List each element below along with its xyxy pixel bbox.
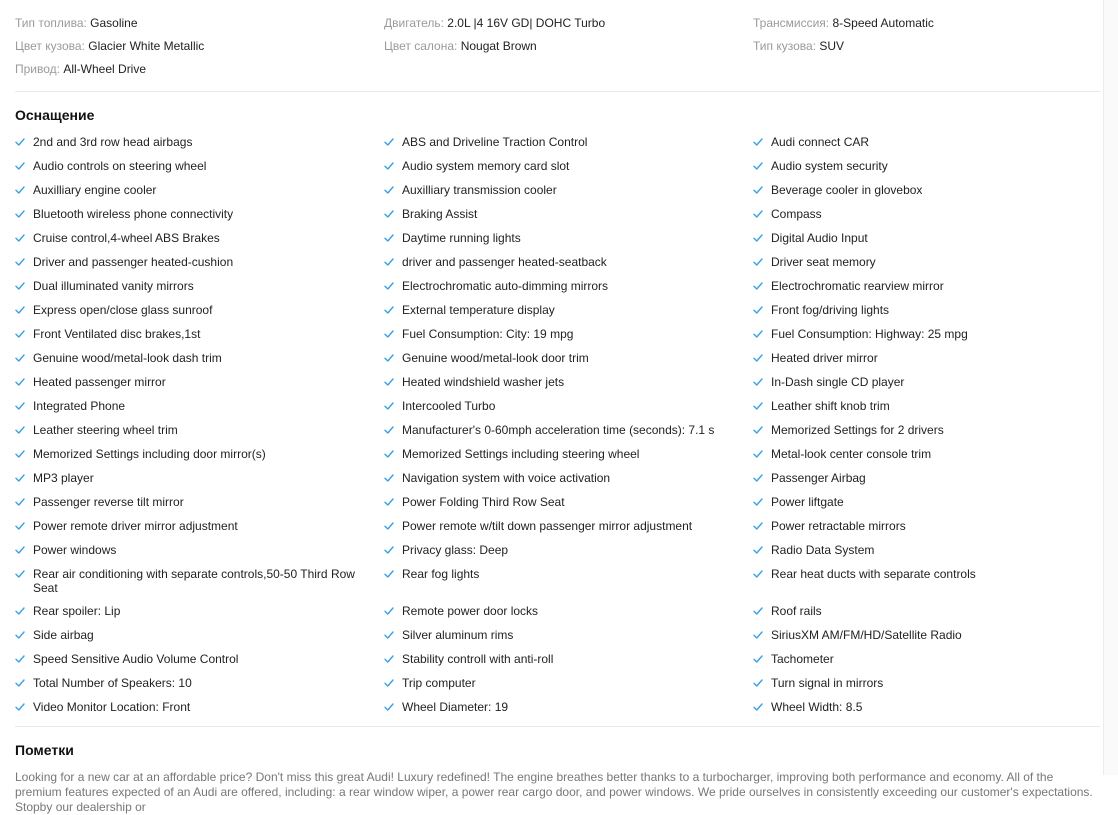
feature-item	[753, 467, 1100, 491]
feature-item	[15, 251, 384, 275]
feature-label: Express open/close glass sunroof	[33, 303, 213, 317]
feature-item	[753, 648, 1100, 672]
feature-label: Driver and passenger heated-cushion	[33, 255, 234, 269]
feature-item	[753, 323, 1100, 347]
divider	[15, 726, 1100, 727]
check-icon	[384, 399, 402, 414]
check-icon	[753, 567, 771, 582]
feature-label: Wheel Diameter: 19	[402, 700, 509, 714]
spec-value: SUV	[819, 39, 845, 53]
feature-item	[15, 203, 384, 227]
feature-item	[15, 539, 384, 563]
spec-item	[15, 58, 384, 81]
check-icon	[753, 543, 771, 558]
check-icon	[753, 423, 771, 438]
feature-item	[15, 600, 384, 624]
feature-item	[15, 563, 384, 600]
check-icon	[753, 676, 771, 691]
feature-label: Braking Assist	[402, 207, 478, 221]
feature-item	[384, 467, 753, 491]
check-icon	[753, 207, 771, 222]
check-icon	[753, 303, 771, 318]
notes-text: Looking for a new car at an affordable price? Don't miss this great Audi! Luxury redefined! The engine breathes better thanks to a turbocharger, improving both performance and economy. All of the premium features expected of an Audi are offered, including: a rear window wiper, a power rear cargo door, and power windows. We pride ourselves in consistently exceeding our customer's expectations. Stopby our dealership or	[15, 770, 1093, 814]
feature-label: Fuel Consumption: Highway: 25 mpg	[771, 327, 968, 341]
feature-label: driver and passenger heated-seatback	[402, 255, 607, 269]
feature-label: Auxilliary transmission cooler	[402, 183, 557, 197]
spec-grid	[15, 0, 1100, 81]
feature-label: Tachometer	[771, 652, 834, 666]
check-icon	[753, 255, 771, 270]
feature-label: External temperature display	[402, 303, 555, 317]
check-icon	[384, 652, 402, 667]
feature-item	[753, 696, 1100, 720]
check-icon	[753, 471, 771, 486]
feature-item	[753, 563, 1100, 600]
check-icon	[384, 628, 402, 643]
feature-label: Genuine wood/metal-look door trim	[402, 351, 589, 365]
feature-label: Driver seat memory	[771, 255, 876, 269]
feature-item	[753, 600, 1100, 624]
feature-label: Navigation system with voice activation	[402, 471, 611, 485]
check-icon	[753, 183, 771, 198]
feature-label: Genuine wood/metal-look dash trim	[33, 351, 222, 365]
feature-label: Trip computer	[402, 676, 476, 690]
feature-label: Total Number of Speakers: 10	[33, 676, 192, 690]
feature-item	[15, 491, 384, 515]
check-icon	[753, 351, 771, 366]
feature-label: Wheel Width: 8.5	[771, 700, 863, 714]
check-icon	[384, 567, 402, 582]
feature-item	[15, 648, 384, 672]
check-icon	[384, 543, 402, 558]
feature-item	[384, 419, 753, 443]
feature-item	[753, 443, 1100, 467]
check-icon	[384, 183, 402, 198]
feature-label: In-Dash single CD player	[771, 375, 905, 389]
feature-label: Audio system memory card slot	[402, 159, 570, 173]
check-icon	[753, 700, 771, 715]
feature-item	[753, 275, 1100, 299]
spec-item	[384, 35, 753, 58]
feature-item	[384, 443, 753, 467]
check-icon	[15, 652, 33, 667]
feature-label: Video Monitor Location: Front	[33, 700, 191, 714]
feature-item	[753, 155, 1100, 179]
feature-label: 2nd and 3rd row head airbags	[33, 135, 193, 149]
feature-label: Audio system security	[771, 159, 888, 173]
feature-label: Remote power door locks	[402, 604, 539, 618]
check-icon	[384, 495, 402, 510]
feature-item	[15, 227, 384, 251]
feature-label: Heated driver mirror	[771, 351, 878, 365]
feature-label: Radio Data System	[771, 543, 875, 557]
feature-label: Front Ventilated disc brakes,1st	[33, 327, 201, 341]
check-icon	[15, 604, 33, 619]
notes-title: Пометки	[15, 742, 74, 758]
feature-item	[753, 371, 1100, 395]
feature-label: Metal-look center console trim	[771, 447, 932, 461]
check-icon	[15, 676, 33, 691]
spec-value: Nougat Brown	[460, 39, 537, 53]
check-icon	[753, 135, 771, 150]
spec-item	[384, 12, 753, 35]
check-icon	[384, 159, 402, 174]
feature-item	[753, 672, 1100, 696]
feature-label: Cruise control,4-wheel ABS Brakes	[33, 231, 220, 245]
feature-item	[15, 299, 384, 323]
feature-label: Power remote driver mirror adjustment	[33, 519, 238, 533]
spec-label: Цвет кузова:	[15, 39, 85, 53]
check-icon	[384, 519, 402, 534]
check-icon	[15, 183, 33, 198]
feature-item	[384, 563, 753, 600]
feature-label: Power Folding Third Row Seat	[402, 495, 565, 509]
check-icon	[753, 495, 771, 510]
feature-item	[753, 624, 1100, 648]
check-icon	[15, 159, 33, 174]
check-icon	[384, 423, 402, 438]
check-icon	[753, 519, 771, 534]
check-icon	[384, 447, 402, 462]
check-icon	[753, 231, 771, 246]
check-icon	[753, 159, 771, 174]
feature-label: Electrochromatic auto-dimming mirrors	[402, 279, 609, 293]
check-icon	[15, 628, 33, 643]
feature-item	[15, 672, 384, 696]
feature-label: Dual illuminated vanity mirrors	[33, 279, 194, 293]
check-icon	[753, 327, 771, 342]
feature-item	[384, 251, 753, 275]
feature-item	[15, 443, 384, 467]
feature-item	[15, 275, 384, 299]
check-icon	[384, 303, 402, 318]
divider	[15, 91, 1100, 92]
feature-item	[384, 395, 753, 419]
spec-label: Двигатель:	[384, 16, 444, 30]
spec-item	[15, 12, 384, 35]
vehicle-details	[15, 0, 1100, 815]
check-icon	[15, 207, 33, 222]
feature-item	[384, 648, 753, 672]
feature-item	[753, 131, 1100, 155]
feature-label: Front fog/driving lights	[771, 303, 890, 317]
equipment-title: Оснащение	[15, 107, 95, 123]
feature-item	[15, 131, 384, 155]
feature-item	[384, 299, 753, 323]
feature-label: Roof rails	[771, 604, 822, 618]
feature-item	[753, 179, 1100, 203]
check-icon	[15, 303, 33, 318]
feature-label: Power liftgate	[771, 495, 844, 509]
feature-item	[15, 179, 384, 203]
spec-item	[15, 35, 384, 58]
feature-label: SiriusXM AM/FM/HD/Satellite Radio	[771, 628, 962, 642]
feature-label: Rear air conditioning with separate controls,50-50 Third Row Seat	[33, 567, 355, 595]
feature-label: Privacy glass: Deep	[402, 543, 509, 557]
feature-label: Power retractable mirrors	[771, 519, 906, 533]
spec-label: Тип кузова:	[753, 39, 817, 53]
scrollbar[interactable]	[1103, 0, 1118, 775]
feature-label: Rear spoiler: Lip	[33, 604, 121, 618]
feature-list	[15, 131, 1100, 720]
feature-label: Manufacturer's 0-60mph acceleration time (seconds): 7.1 s	[402, 423, 715, 437]
spec-label: Тип топлива:	[15, 16, 87, 30]
feature-label: Digital Audio Input	[771, 231, 868, 245]
feature-item	[384, 179, 753, 203]
check-icon	[753, 279, 771, 294]
feature-label: Turn signal in mirrors	[771, 676, 884, 690]
feature-item	[384, 227, 753, 251]
feature-label: Compass	[771, 207, 822, 221]
feature-label: Audi connect CAR	[771, 135, 870, 149]
check-icon	[753, 628, 771, 643]
check-icon	[15, 351, 33, 366]
feature-label: Fuel Consumption: City: 19 mpg	[402, 327, 574, 341]
check-icon	[384, 471, 402, 486]
feature-label: Passenger reverse tilt mirror	[33, 495, 184, 509]
spec-value: Glacier White Metallic	[88, 39, 205, 53]
feature-item	[15, 515, 384, 539]
check-icon	[15, 471, 33, 486]
feature-label: Memorized Settings for 2 drivers	[771, 423, 944, 437]
check-icon	[753, 652, 771, 667]
feature-item	[384, 347, 753, 371]
feature-label: Audio controls on steering wheel	[33, 159, 207, 173]
feature-label: ABS and Driveline Traction Control	[402, 135, 588, 149]
check-icon	[15, 375, 33, 390]
feature-label: Stability controll with anti-roll	[402, 652, 554, 666]
check-icon	[384, 375, 402, 390]
check-icon	[384, 207, 402, 222]
check-icon	[384, 700, 402, 715]
feature-item	[15, 395, 384, 419]
feature-item	[384, 696, 753, 720]
feature-item	[15, 467, 384, 491]
feature-label: Memorized Settings including steering wheel	[402, 447, 640, 461]
feature-item	[384, 672, 753, 696]
feature-label: Bluetooth wireless phone connectivity	[33, 207, 234, 221]
spec-label: Трансмиссия:	[753, 16, 830, 30]
check-icon	[15, 135, 33, 150]
feature-item	[384, 624, 753, 648]
feature-label: Beverage cooler in glovebox	[771, 183, 923, 197]
check-icon	[15, 543, 33, 558]
feature-item	[15, 323, 384, 347]
feature-label: Daytime running lights	[402, 231, 521, 245]
check-icon	[15, 327, 33, 342]
feature-label: Speed Sensitive Audio Volume Control	[33, 652, 239, 666]
spec-label: Цвет салона:	[384, 39, 458, 53]
check-icon	[15, 495, 33, 510]
feature-item	[384, 323, 753, 347]
feature-label: MP3 player	[33, 471, 94, 485]
check-icon	[753, 399, 771, 414]
feature-item	[753, 227, 1100, 251]
check-icon	[384, 604, 402, 619]
feature-item	[15, 696, 384, 720]
feature-label: Rear heat ducts with separate controls	[771, 567, 976, 581]
feature-item	[15, 347, 384, 371]
feature-item	[384, 203, 753, 227]
check-icon	[15, 255, 33, 270]
feature-item	[15, 419, 384, 443]
check-icon	[15, 399, 33, 414]
spec-item	[753, 35, 1100, 58]
check-icon	[15, 279, 33, 294]
spec-value: Gasoline	[90, 16, 138, 30]
feature-label: Power windows	[33, 543, 117, 557]
feature-item	[753, 491, 1100, 515]
feature-item	[753, 347, 1100, 371]
feature-item	[384, 371, 753, 395]
feature-label: Leather steering wheel trim	[33, 423, 178, 437]
check-icon	[384, 255, 402, 270]
feature-label: Memorized Settings including door mirror(s)	[33, 447, 266, 461]
feature-item	[753, 395, 1100, 419]
check-icon	[15, 567, 33, 582]
check-icon	[384, 676, 402, 691]
feature-item	[753, 539, 1100, 563]
spec-value: All-Wheel Drive	[63, 62, 147, 76]
feature-item	[753, 515, 1100, 539]
feature-item	[384, 491, 753, 515]
feature-label: Heated windshield washer jets	[402, 375, 565, 389]
check-icon	[753, 447, 771, 462]
feature-item	[384, 539, 753, 563]
feature-label: Electrochromatic rearview mirror	[771, 279, 944, 293]
check-icon	[15, 519, 33, 534]
feature-label: Power remote w/tilt down passenger mirror adjustment	[402, 519, 693, 533]
check-icon	[15, 700, 33, 715]
feature-item	[384, 275, 753, 299]
feature-item	[15, 624, 384, 648]
check-icon	[15, 423, 33, 438]
spec-item	[753, 12, 1100, 35]
feature-label: Heated passenger mirror	[33, 375, 166, 389]
feature-label: Side airbag	[33, 628, 94, 642]
feature-item	[753, 299, 1100, 323]
check-icon	[384, 327, 402, 342]
check-icon	[384, 351, 402, 366]
check-icon	[384, 279, 402, 294]
feature-item	[384, 600, 753, 624]
check-icon	[384, 231, 402, 246]
feature-label: Auxilliary engine cooler	[33, 183, 157, 197]
feature-item	[384, 155, 753, 179]
feature-item	[753, 251, 1100, 275]
spec-value: 8-Speed Automatic	[832, 16, 934, 30]
spec-value: 2.0L |4 16V GD| DOHC Turbo	[447, 16, 606, 30]
feature-label: Passenger Airbag	[771, 471, 866, 485]
feature-label: Silver aluminum rims	[402, 628, 514, 642]
check-icon	[753, 375, 771, 390]
feature-label: Leather shift knob trim	[771, 399, 890, 413]
spec-label: Привод:	[15, 62, 60, 76]
feature-item	[15, 371, 384, 395]
check-icon	[15, 447, 33, 462]
feature-item	[384, 515, 753, 539]
check-icon	[15, 231, 33, 246]
feature-label: Intercooled Turbo	[402, 399, 496, 413]
feature-item	[753, 203, 1100, 227]
feature-item	[384, 131, 753, 155]
check-icon	[384, 135, 402, 150]
feature-item	[753, 419, 1100, 443]
feature-item	[15, 155, 384, 179]
feature-label: Rear fog lights	[402, 567, 480, 581]
check-icon	[753, 604, 771, 619]
feature-label: Integrated Phone	[33, 399, 126, 413]
